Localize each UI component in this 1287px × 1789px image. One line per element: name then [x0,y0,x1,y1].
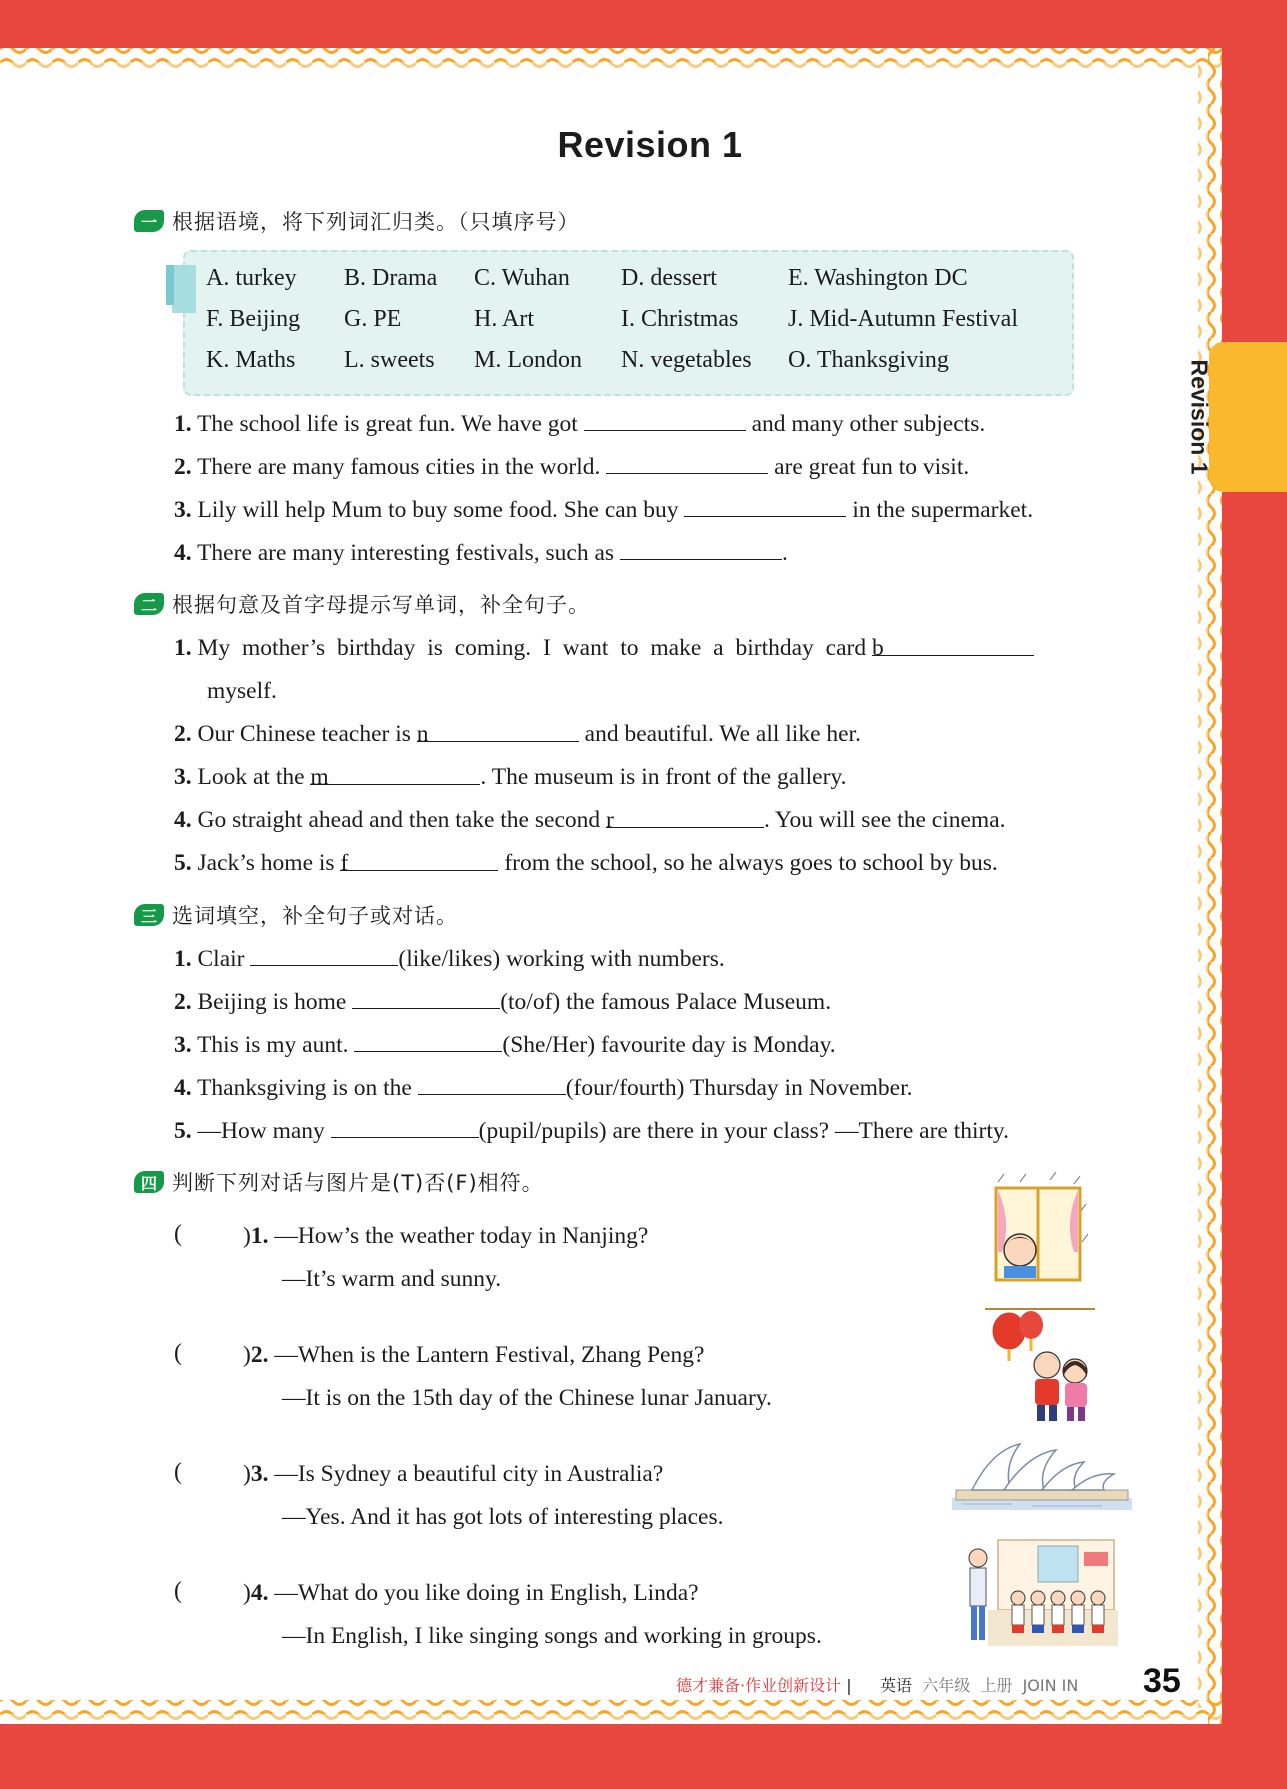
item-text: Jack’s home is [197,850,335,876]
word-c: C. Wuhan [474,265,570,291]
item-number: 3. [174,497,192,523]
item-text-after: in the supermarket. [852,497,1034,523]
lantern-festival-picture [985,1303,1095,1425]
answer-blank[interactable] [620,537,782,560]
s4-item-1-q [243,1221,648,1251]
tf-answer-slot[interactable] [194,1578,242,1608]
item-text-after: . The museum is in front of the gallery. [480,764,847,790]
footer-subject: 英语 [880,1676,913,1695]
word-m: M. London [474,347,582,373]
answer-paren-close: ) [243,1580,251,1606]
footer-brand [676,1673,852,1696]
item-text-after: and many other subjects. [751,411,986,437]
answer-blank[interactable] [606,451,768,474]
s3-item-3 [174,1029,836,1060]
item-text: —How many [197,1118,325,1144]
item-text: Our Chinese teacher is [197,721,411,747]
hint-letter: m [310,764,329,790]
word-n: N. vegetables [621,347,752,373]
section4-instruction: 判断下列对话与图片是(T)否(F)相符。 [172,1171,544,1195]
footer-term: 上册 [980,1676,1013,1695]
item-text-after: are there in your class? —There are thirty. [612,1118,1009,1144]
item-number: 5. [174,850,192,876]
answer-blank[interactable] [606,805,764,833]
s2-item-2 [174,719,861,749]
s4-item-4-q [243,1578,699,1608]
section4-header [134,1167,544,1197]
s1-item-1 [174,408,985,439]
item-text: Go straight ahead and then take the second [197,807,601,833]
item-text: My mother’s birthday is coming. I want to make a birthday card [197,635,867,661]
item-text: There are many famous cities in the world. [197,454,601,480]
s3-item-5 [174,1115,1009,1146]
word-o: O. Thanksgiving [788,347,949,373]
item-text-after: and beautiful. We all like her. [584,721,861,747]
word-g: G. PE [344,306,402,332]
item-text-after: Thursday in November. [689,1075,913,1101]
s1-item-2 [174,451,969,482]
s4-item-2-a: —It is on the 15th day of the Chinese lunar January. [282,1385,772,1411]
word-b: B. Drama [344,265,438,291]
answer-blank[interactable] [416,719,579,747]
item-number: 4. [174,540,192,566]
item-text: Thanksgiving is on the [197,1075,412,1101]
side-tab [1209,342,1287,492]
item-text-after: favourite day is Monday. [600,1032,836,1058]
brand-text: 德才兼备·作业创新设计 [676,1676,842,1695]
bookmark-tab [172,265,196,313]
item-number: 4. [174,1075,192,1101]
page-number: 35 [1143,1662,1181,1700]
item-text: Lily will help Mum to buy some food. She can buy [197,497,679,523]
s4-item-4-a: —In English, I like singing songs and working in groups. [282,1623,822,1649]
word-k: K. Maths [206,347,296,373]
footer-info [880,1673,1078,1696]
s4-item-3-q [243,1459,663,1489]
item-number: 3. [250,1461,269,1487]
s2-item-5 [174,848,998,878]
word-e: E. Washington DC [788,265,968,291]
item-number: 3. [174,1032,192,1058]
hint-letter: f [340,850,349,876]
hint-letter: r [606,807,614,833]
s1-item-4 [174,537,788,568]
answer-paren-open: ( [174,1340,182,1366]
item-text: The school life is great fun. We have got [197,411,578,437]
s4-item-2-q [243,1340,704,1370]
item-number: 4. [174,807,192,833]
section1-header [134,206,580,236]
item-text-after: are great fun to visit. [774,454,970,480]
section3-instruction: 选词填空，补全句子或对话。 [172,904,458,928]
answer-blank[interactable] [871,633,1034,661]
item-number: 4. [250,1580,269,1606]
hint-letter: n [416,721,429,747]
word-j: J. Mid-Autumn Festival [788,306,1019,332]
item-number: 2. [174,454,192,480]
answer-blank[interactable] [310,762,480,790]
item-text: Beijing is home [197,989,347,1015]
s4-item-1-a: —It’s warm and sunny. [282,1266,502,1292]
word-i: I. Christmas [621,306,739,332]
item-number: 2. [250,1342,269,1368]
item-text: Look at the [197,764,305,790]
answer-paren-close: ) [243,1342,251,1368]
item-text: Clair [197,946,245,972]
question-text: —Is Sydney a beautiful city in Australia? [274,1461,664,1487]
tf-answer-slot[interactable] [194,1221,242,1251]
footer-edition: JOIN IN [1022,1676,1079,1695]
page-title: Revision 1 [557,124,743,165]
section3-badge: 三 [134,904,164,926]
question-text: —When is the Lantern Festival, Zhang Peng? [274,1342,705,1368]
answer-blank[interactable] [684,494,846,517]
answer-blank[interactable] [354,1029,502,1052]
s3-item-2 [174,986,831,1017]
hint-letter: b [871,635,884,661]
footer-grade: 六年级 [922,1676,971,1695]
item-number: 3. [174,764,192,790]
sydney-opera-house-picture [952,1440,1132,1520]
side-tab-label: Revision 1 [1186,359,1213,475]
word-l: L. sweets [344,347,435,373]
word-h: H. Art [474,306,534,332]
item-number: 1. [250,1223,269,1249]
item-number: 1. [174,411,192,437]
footer-separator: | [846,1676,852,1695]
section2-badge: 二 [134,593,164,615]
s4-item-3-a: —Yes. And it has got lots of interesting places. [282,1504,724,1530]
rainy-window-picture [990,1172,1088,1284]
section3-header [134,900,458,930]
answer-paren-open: ( [174,1459,182,1485]
item-number: 2. [174,989,192,1015]
answer-blank[interactable] [352,986,500,1009]
answer-blank[interactable] [331,1115,479,1138]
s3-item-4 [174,1072,912,1103]
item-number: 1. [174,946,192,972]
s2-item-3 [174,762,847,792]
s3-item-1 [174,943,725,974]
word-d: D. dessert [621,265,717,291]
item-text-after: working with numbers. [506,946,725,972]
item-number: 1. [174,635,192,661]
s1-item-3 [174,494,1033,525]
section4-badge: 四 [134,1171,164,1193]
tf-answer-slot[interactable] [194,1459,242,1489]
section1-badge: 一 [134,210,164,232]
answer-blank[interactable] [584,408,746,431]
item-text-after: . You will see the cinema. [764,807,1006,833]
choice-options: (pupil/pupils) [478,1118,607,1144]
s2-item-4 [174,805,1006,835]
item-text: There are many interesting festivals, such as [197,540,615,566]
word-f: F. Beijing [206,306,301,332]
section2-header [134,589,590,619]
choice-options: (to/of) [500,989,561,1015]
question-text: —What do you like doing in English, Linda? [274,1580,699,1606]
item-text-after: from the school, so he always goes to school by bus. [504,850,998,876]
teacher-pupils-picture [958,1534,1118,1652]
question-text: —How’s the weather today in Nanjing? [274,1223,649,1249]
answer-blank[interactable] [250,943,398,966]
answer-blank[interactable] [340,848,498,876]
item-text-after: the famous Palace Museum. [566,989,832,1015]
choice-options: (She/Her) [502,1032,596,1058]
item-number: 5. [174,1118,192,1144]
word-a: A. turkey [206,265,297,291]
answer-paren-open: ( [174,1578,182,1604]
answer-blank[interactable] [418,1072,566,1095]
section2-instruction: 根据句意及首字母提示写单词，补全句子。 [172,593,590,617]
item-text-after: . [781,540,788,566]
section1-instruction: 根据语境，将下列词汇归类。（只填序号） [172,210,580,234]
choice-options: (four/fourth) [565,1075,685,1101]
answer-paren-open: ( [174,1221,182,1247]
answer-paren-close: ) [243,1461,251,1487]
item-text: This is my aunt. [197,1032,349,1058]
answer-paren-close: ) [243,1223,251,1249]
item-number: 2. [174,721,192,747]
s2-item-1 [174,633,1034,663]
s2-item-1-cont: myself. [207,678,277,704]
choice-options: (like/likes) [398,946,501,972]
tf-answer-slot[interactable] [194,1340,242,1370]
